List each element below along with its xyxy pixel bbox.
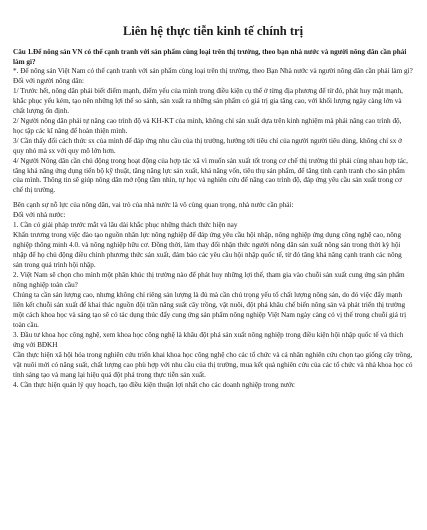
paragraph: Chúng ta cần sản lượng cao, nhưng không chỉ riêng sản lượng là đủ mà cần chú trọng yếu tố chất lượng nông sản, do đó việc đẩy mạnh liên kết chuỗi sản xuất để khai thác nguồn đội trần năng suất cây trồng, vật nuôi, đột phá khâu chế biến nông sản và phát triển thị trường một cách khoa học và sáng tạo sẽ có tác dụng thúc đẩy cung ứng sản phẩm nông nghiệp Việt Nam ngày càng có vị thế trong chuỗi giá trị toàn cầu. <box>13 290 407 329</box>
page-title: Liên hệ thực tiễn kinh tế chính trị <box>122 24 304 38</box>
paragraph: 1/ Trước hết, nông dân phải biết điểm mạnh, điểm yếu của mình trong điều kiện cụ thể ở từng địa phương để từ đó, phát huy mặt mạnh, khắc phục yếu kém, tạo nên những lợi thế so sánh, sản xuất ra những sản phẩm có giá trị gia tăng cao, với khối lượng ngày càng lớn và chất lượng ổn định. <box>13 86 403 115</box>
paragraph: 3/ Cần thấy đối cách thức sx của mình để đáp ứng nhu cầu của thị trường, hướng tới tiêu chí của người người tiêu dùng, không chỉ sx ở quy nhỏ mà sx với quy mô lớn hơn. <box>13 136 402 155</box>
paragraph: Khẩn trương trong việc đào tạo nguồn nhân lực nông nghiệp để đáp ứng yêu cầu hội nhập, nông nghiệp ứng dụng công nghệ cao, nông nghiệp thông minh 4.0. và nông nghiệp hữu cơ. Đồng thời, làm thay đổi nhận thức người nông dân sản xuất nông sản trong thời kỳ hội nhập để họ chủ động điều chỉnh phương thức sản xuất, đảm bảo các yêu cầu hội nhập quốc tế, từ đó tăng khả năng cạnh tranh các nông sản trong quá trình hội nhập. <box>13 231 402 270</box>
paragraph: 3. Đầu tư khoa học công nghệ, xem khoa học công nghệ là khâu đột phá sản xuất nông nghiệp trong điều kiện hội nhập quốc tế và thích ứng với BĐKH <box>13 330 404 349</box>
paragraph: Bên cạnh sự nỗ lực của nông dân, vai trò của nhà nước là vô cùng quan trọng, nhà nước cần phải: <box>13 201 294 210</box>
paragraph: 4. Cần thực hiện quản lý quy hoạch, tạo điều kiện thuận lợi nhất cho các doanh nghiệp trong nước <box>13 380 295 389</box>
paragraph: 4/ Người Nông dân cần chủ động trong hoạt động của hợp tác xã vì muốn sản xuất tốt trong cơ chế thị trường thì phải cùng nhau hợp tác, tăng khả năng ứng dụng tiến bộ kỹ thuật, tăng năng lực sản xuất, khả năng vốn, tiêu thụ sản phẩm, để tăng tính cạnh tranh cho sản phẩm của mình. Thông tin sẽ giúp nông dân mở rộng tầm nhìn, tự học và nghiên cứu để nâng cao trình độ, đáp ứng yêu cầu sản xuất trong cơ chế thị trường. <box>13 156 408 195</box>
paragraph: Cần thực hiện xã hội hóa trong nghiên cứu triển khai khoa học công nghệ cho các tổ chức và cá nhân nghiên cứu chọn tạo giống cây trồng, vật nuôi mới có năng suất, chất lượng cao phù hợp với nhu cầu của thị trường, mua kết quả nghiên cứu của các tổ chức và nhà khoa học có tính sáng tạo và mang lại hiệu quả đột phá trong thực tiễn sản xuất. <box>13 350 413 379</box>
paragraph: 2. Việt Nam sẽ chọn cho mình một phân khúc thị trường nào để phát huy những lợi thế, tham gia vào chuỗi sản xuất cung ứng sản phẩm nông nghiệp toàn cầu? <box>13 271 405 290</box>
paragraph: Đối với người nông dân: <box>13 76 84 85</box>
paragraph: 2/ Người nông dân phải tự nâng cao trình độ và KH-KT của mình, không chỉ sản xuất dựa trên kinh nghiệm mà phải nâng cao trình độ, học tập các kĩ năng để hoàn thiện mình. <box>13 116 402 135</box>
question-heading: Câu 1.Để nông sản VN có thể cạnh tranh với sản phẩm cùng loại trên thị trường, theo bạn nhà nước và người nông dân cần phải làm gì? <box>13 48 407 66</box>
paragraph: Đối với nhà nước: <box>13 211 66 220</box>
paragraph: *. Để nông sản Việt Nam có thể cạnh tranh với sản phẩm cùng loại trên thị trường, theo Bạn Nhà nước và người nông dân cần phải làm gì? <box>13 67 413 75</box>
paragraph: 1. Cần có giải pháp trước mắt và lâu dài khắc phục những thách thức hiện nay <box>13 221 238 230</box>
